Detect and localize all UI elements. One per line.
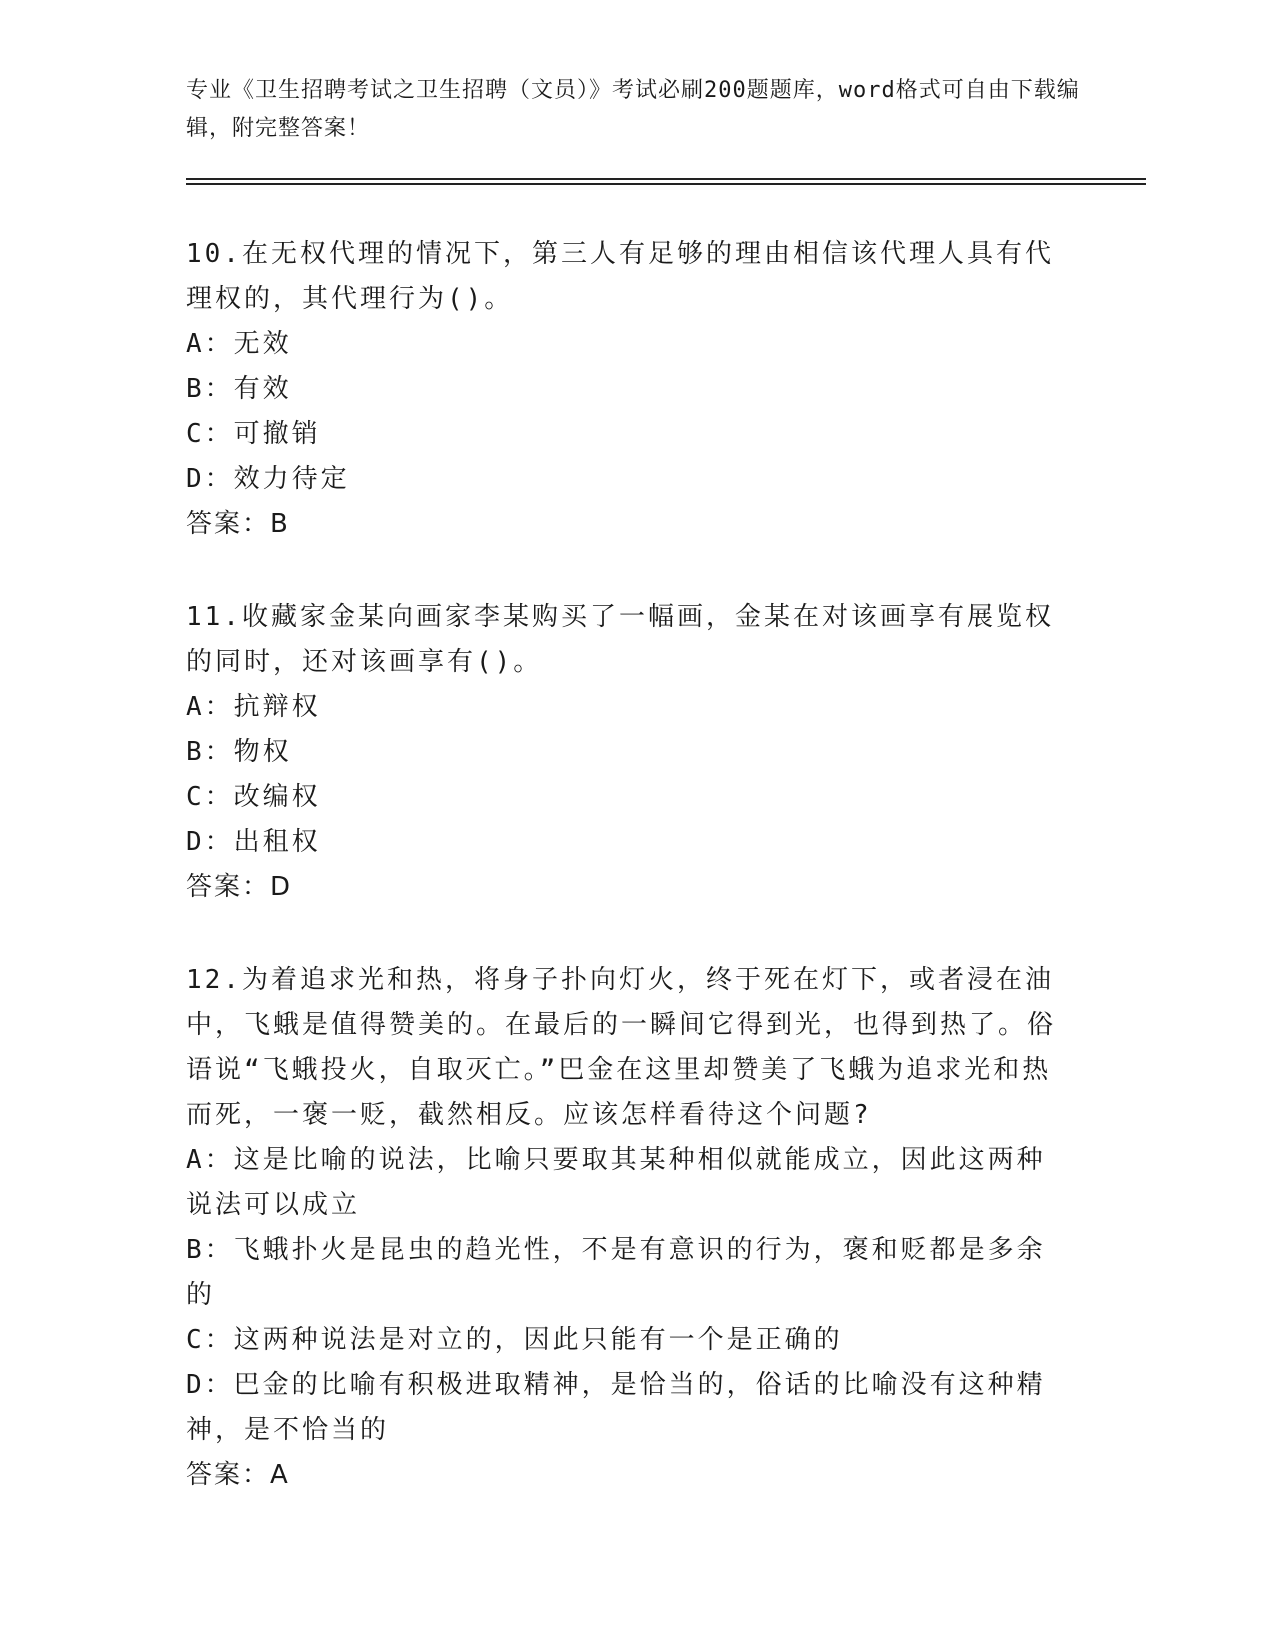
- question-stem: 11.收藏家金某向画家李某购买了一幅画，金某在对该画享有展览权的同时，还对该画享有()。: [186, 602, 1054, 677]
- option-a: A：抗辩权: [186, 692, 321, 722]
- option-b: B：物权: [186, 737, 292, 767]
- answer-line: 答案：D: [186, 872, 293, 902]
- question-stem: 12.为着追求光和热，将身子扑向灯火，终于死在灯下，或者浸在油中，飞蛾是值得赞美的。在最后的一瞬间它得到光，也得到热了。俗语说“飞蛾投火，自取灭亡。”巴金在这里却赞美了飞蛾为追求光和热而死，一褒一贬，截然相反。应该怎样看待这个问题?: [186, 965, 1057, 1130]
- option-c: C：改编权: [186, 782, 321, 812]
- option-a: A：这是比喻的说法，比喻只要取其某种相似就能成立，因此这两种说法可以成立: [186, 1145, 1046, 1220]
- option-b: B：飞蛾扑火是昆虫的趋光性，不是有意识的行为，褒和贬都是多余的: [186, 1235, 1046, 1310]
- question-block-12: [186, 958, 1066, 1498]
- option-a: A：无效: [186, 329, 292, 359]
- option-c: C：可撤销: [186, 419, 321, 449]
- answer-line: 答案：A: [186, 1460, 290, 1490]
- option-d: D：出租权: [186, 827, 321, 857]
- answer-line: 答案：B: [186, 509, 290, 539]
- header-divider-bottom: [186, 183, 1146, 185]
- question-block-11: [186, 595, 1066, 910]
- option-d: D：巴金的比喻有积极进取精神，是恰当的，俗话的比喻没有这种精神，是不恰当的: [186, 1370, 1046, 1445]
- option-b: B：有效: [186, 374, 292, 404]
- document-header: 专业《卫生招聘考试之卫生招聘（文员）》考试必刷200题题库，word格式可自由下载编辑，附完整答案！: [186, 78, 1080, 141]
- header-divider-top: [186, 178, 1146, 180]
- option-d: D：效力待定: [186, 464, 350, 494]
- question-block-10: [186, 232, 1066, 547]
- option-c: C：这两种说法是对立的，因此只能有一个是正确的: [186, 1325, 843, 1355]
- question-stem: 10.在无权代理的情况下，第三人有足够的理由相信该代理人具有代理权的，其代理行为()。: [186, 239, 1054, 314]
